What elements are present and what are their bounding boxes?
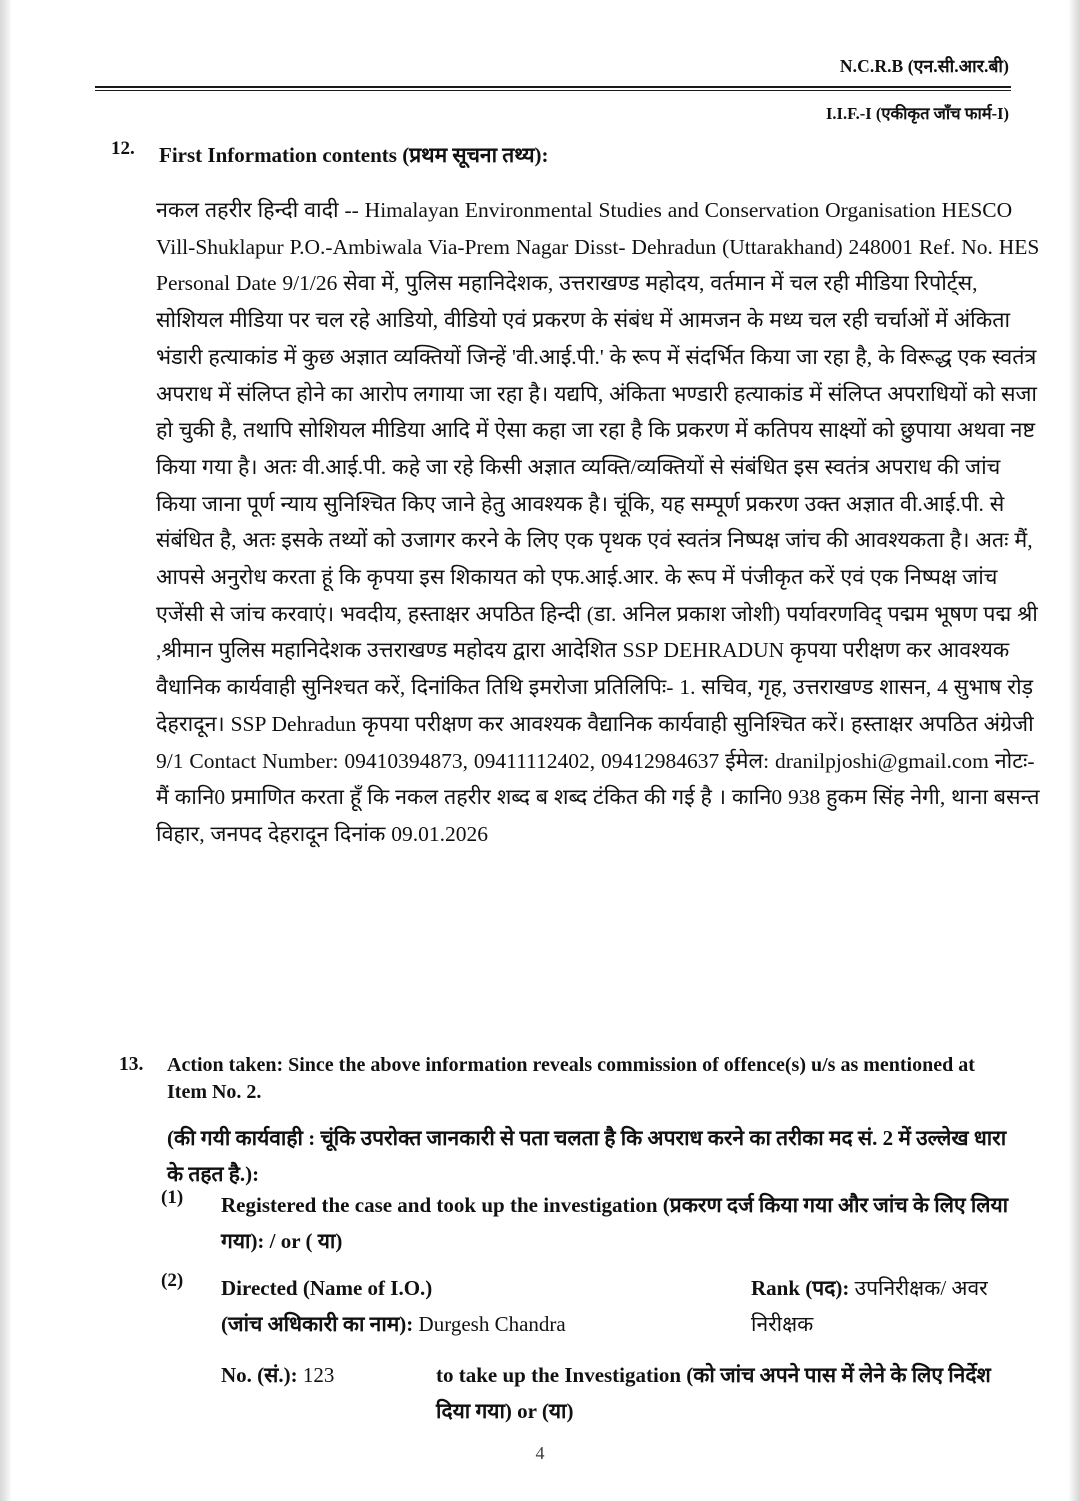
page-left-edge [0,0,11,1501]
page-sheet [11,0,1069,1501]
page-header [95,56,1011,124]
iif-form-label: I.I.F.-I (एकीकृत जाँच फार्म-I) [826,104,1009,123]
action-sub-item-3 [161,1357,1019,1429]
page-right-edge [1069,0,1080,1501]
item-13-number: 13. [119,1054,144,1075]
item-13-heading: Action taken: Since the above information reveals commission of offence(s) u/s as mentioned at Item No. 2. [167,1054,975,1103]
sub-item-2-body [221,1270,1019,1342]
rank-column [751,1270,1019,1342]
io-column [221,1270,751,1342]
action-sub-item-2 [161,1270,1019,1342]
io-number-value: 123 [302,1363,335,1387]
item-13-block [111,1052,1019,1192]
sub-item-1-number: (1) [161,1187,184,1208]
rank-row [751,1270,1019,1342]
io-number-label: No. (सं.): [221,1363,298,1387]
page-number: 4 [535,1443,545,1463]
io-number-row [221,1357,1019,1429]
io-number-field [221,1357,436,1393]
sub-item-1-text: Registered the case and took up the investigation (प्रकरण दर्ज किया गया और जांच के लिए लिया गया): / or ( या) [221,1193,1009,1253]
io-label-hindi-row [221,1306,751,1342]
io-label-hindi: (जांच अधिकारी का नाम): [221,1312,414,1336]
item-12-title: First Information contents (प्रथम सूचना तथ्य): [159,143,549,167]
rank-value: उपनिरीक्षक/ अवर निरीक्षक [751,1276,988,1336]
action-sub-item-1 [161,1187,1019,1259]
item-13-subheading: (की गयी कार्यवाही : चूंकि उपरोक्त जानकारी से पता चलता है कि अपराध करने का तरीका मद सं. 2 में उल्लेख धारा के तहत है.): [167,1126,1007,1186]
io-rank-row [221,1270,1019,1342]
ncrb-label: N.C.R.B (एन.सी.आर.बी) [839,56,1009,76]
item-12-heading-block [111,138,1011,168]
sub-item-3-body [221,1357,1019,1429]
item-12-number: 12. [111,138,135,159]
header-divider-rule [95,86,1011,91]
rank-label: Rank (पद): [751,1276,850,1300]
io-label-english: Directed (Name of I.O.) [221,1276,433,1300]
io-name-value: Durgesh Chandra [418,1312,566,1336]
first-information-paragraph: नकल तहरीर हिन्दी वादी -- Himalayan Environmental Studies and Conservation Organisation HESCO Vill-Shuklapur P.O.-Ambiwala Via-Prem Nagar Disst- Dehradun (Uttarakhand) 248001 Ref. No. HES Personal Date 9/1/26 सेवा में, पुलिस महानिदेशक, उत्तराखण्ड महोदय, वर्तमान में चल रही मीडिया रिपोर्ट्स, सोशियल मीडिया पर चल रहे आडियो, वीडियो एवं प्रकरण के संबंध में आमजन के मध्य चल रही चर्चाओं में अंकिता भंडारी हत्याकांड में कुछ अज्ञात व्यक्तियों जिन्हें 'वी.आई.पी.' के रूप में संदर्भित किया जा रहा है, के विरूद्ध एक स्वतंत्र अपराध में संलिप्त होने का आरोप लगाया जा रहा है। यद्यपि, अंकिता भण्डारी हत्याकांड में संलिप्त अपराधियों को सजा हो चुकी है, तथापि सोशियल मीडिया आदि में ऐसा कहा जा रहा है कि प्रकरण में कतिपय साक्ष्यों को छुपाया अथवा नष्ट किया गया है। अतः वी.आई.पी. कहे जा रहे किसी अज्ञात व्यक्ति/व्यक्तियों से संबंधित इस स्वतंत्र अपराध की जांच किया जाना पूर्ण न्याय सुनिश्चित किए जाने हेतु आवश्यक है। चूंकि, यह सम्पूर्ण प्रकरण उक्त अज्ञात वी.आई.पी. से संबंधित है, अतः इसके तथ्यों को उजागर करने के लिए एक पृथक एवं स्वतंत्र निष्पक्ष जांच की आवश्यकता है। अतः मैं, आपसे अनुरोध करता हूं कि कृपया इस शिकायत को एफ.आई.आर. के रूप में पंजीकृत करें एवं एक निष्पक्ष जांच एजेंसी से जांच करवाएं। भवदीय, हस्ताक्षर अपठित हिन्दी (डा. अनिल प्रकाश जोशी) पर्यावरणविद् पद्मम भूषण पद्म श्री ,श्रीमान पुलिस महानिदेशक उत्तराखण्ड महोदय द्वारा आदेशित SSP DEHRADUN कृपया परीक्षण कर आवश्यक वैधानिक कार्यवाही सुनिश्चत करें, दिनांकित तिथि इमरोजा प्रतिलिपिः- 1. सचिव, गृह, उत्तराखण्ड शासन, 4 सुभाष रोड़ देहरादून। SSP Dehradun कृपया परीक्षण कर आवश्यक वैद्यानिक कार्यवाही सुनिश्चित करें। हस्ताक्षर अपठित अंग्रेजी 9/1 Contact Number: 09410394873, 09411112402, 09412984637 ईमेल: dranilpjoshi@gmail.com नोटः- मैं कानि0 प्रमाणित करता हूँ कि नकल तहरीर शब्द ब शब्द टंकित की गई है । कानि0 938 हुकम सिंह नेगी, थाना बसन्त विहार, जनपद देहरादून दिनांक 09.01.2026 [156,198,1040,846]
first-information-contents-body [156,192,1046,853]
sub-item-2-number: (2) [161,1270,184,1291]
take-up-investigation-text: to take up the Investigation (को जांच अपने पास में लेने के लिए निर्देश दिया गया) or (या) [436,1363,991,1423]
